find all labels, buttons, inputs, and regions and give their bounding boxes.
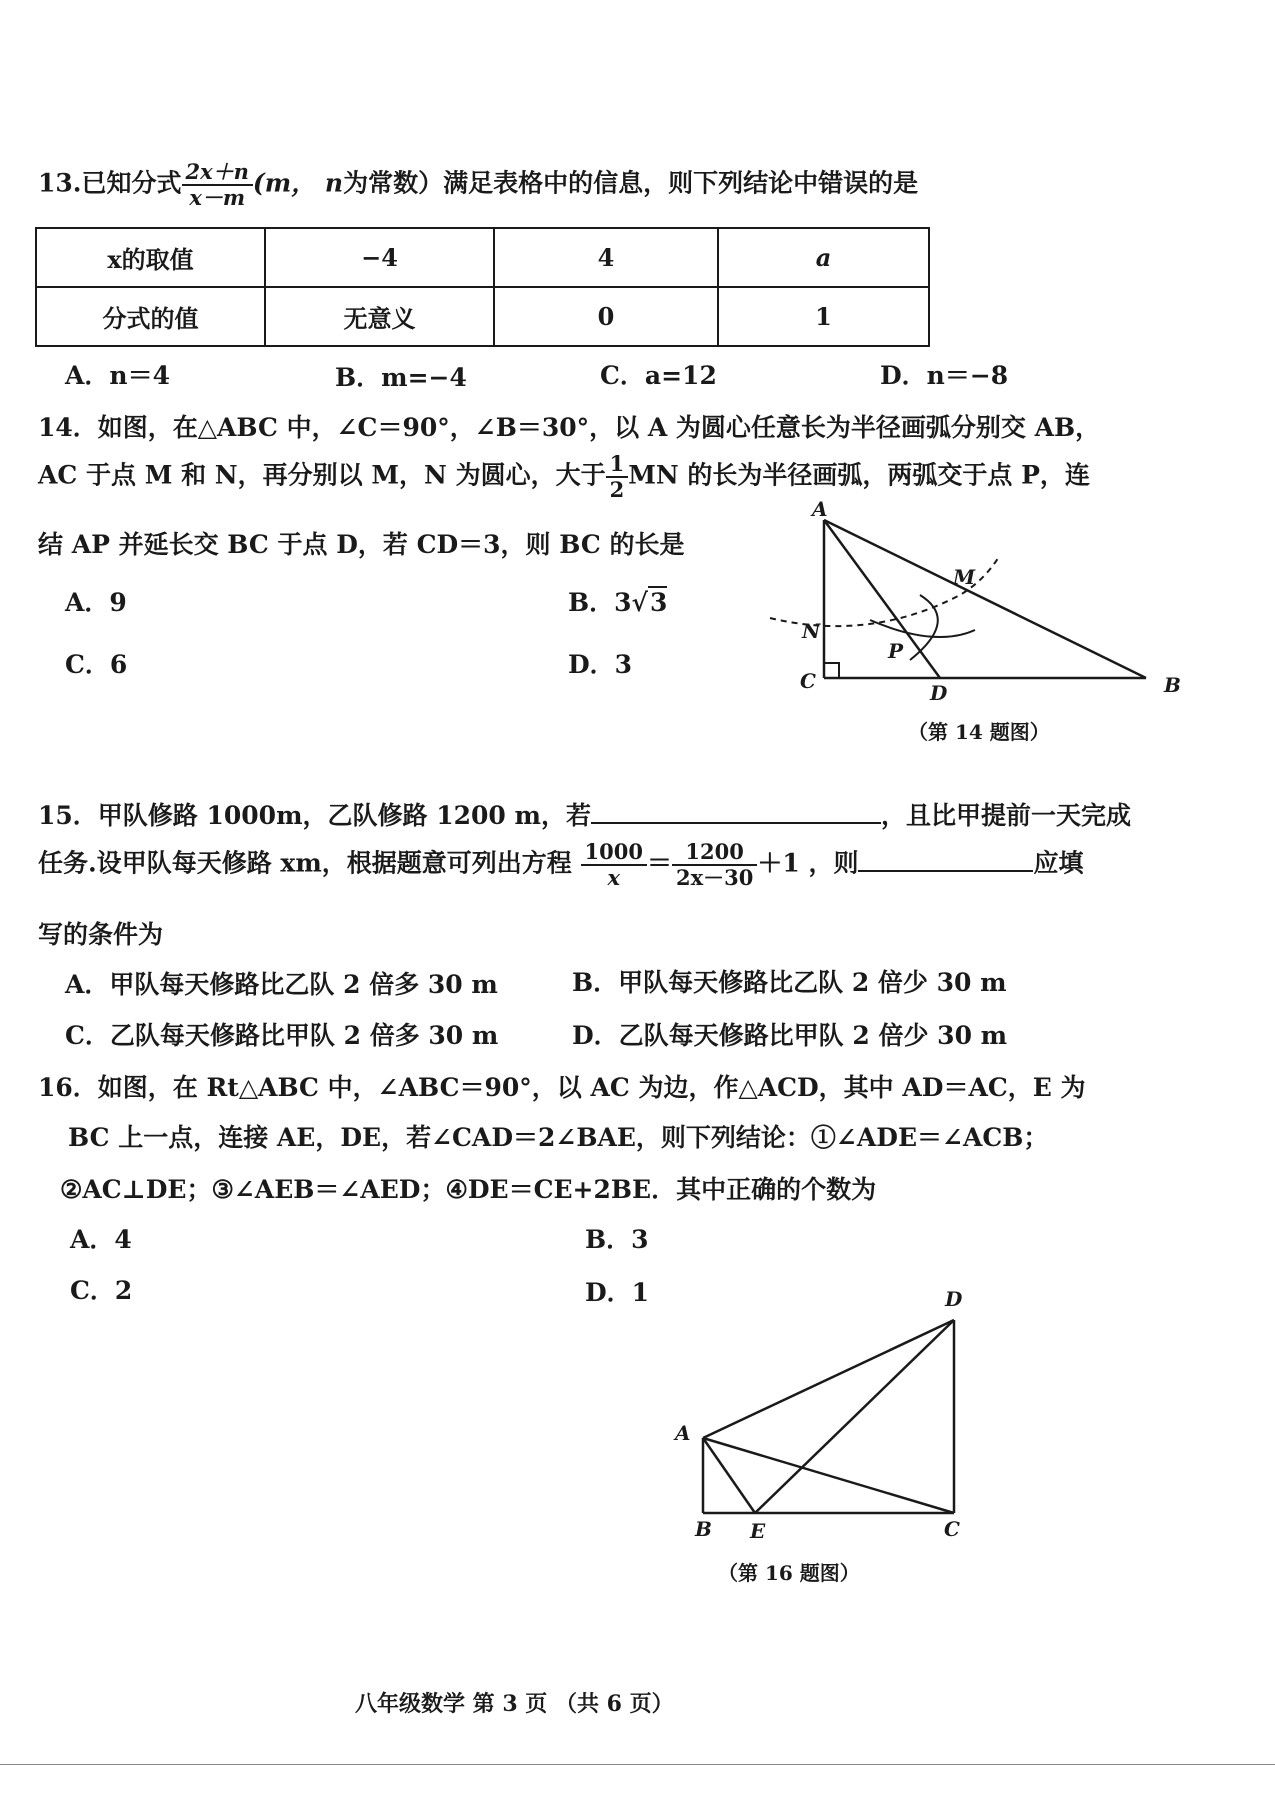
q16-line1: 16．如图，在 Rt△ABC 中，∠ABC＝90°，以 AC 为边，作△ACD，其中 AD＝AC，E 为 bbox=[38, 1073, 1086, 1102]
q14-line2-a: AC 于点 M 和 N，再分别以 M，N 为圆心，大于 bbox=[38, 460, 606, 490]
q15-blank-1[interactable] bbox=[591, 822, 881, 824]
q15-option-c[interactable]: C．乙队每天修路比甲队 2 倍多 30 m bbox=[65, 1021, 499, 1050]
q14-half-denominator: 2 bbox=[609, 477, 625, 503]
q15-option-d[interactable]: D．乙队每天修路比甲队 2 倍少 30 m bbox=[572, 1021, 1008, 1050]
q15-eq-frac-1 bbox=[581, 840, 647, 890]
q15-line2 bbox=[38, 840, 1083, 890]
label-p: P bbox=[888, 639, 904, 663]
q16-line2: BC 上一点，连接 AE，DE，若∠CAD＝2∠BAE，则下列结论：①∠ADE＝∠ACB； bbox=[68, 1123, 1049, 1152]
q13-option-b[interactable]: B．m=−4 bbox=[335, 363, 467, 392]
q15-option-a[interactable]: A．甲队每天修路比乙队 2 倍多 30 m bbox=[65, 970, 498, 999]
q14-figure bbox=[760, 500, 1200, 700]
q15-line1 bbox=[38, 796, 1131, 832]
label-a: A bbox=[675, 1421, 691, 1445]
q14-half-fraction bbox=[606, 452, 629, 502]
q14-option-c[interactable]: C．6 bbox=[65, 650, 128, 679]
q15-eq-denominator-1: x bbox=[607, 865, 620, 891]
page-footer: 八年级数学 第 3 页 （共 6 页） bbox=[355, 1691, 674, 1717]
q15-blank-2[interactable] bbox=[858, 870, 1033, 872]
q13-option-c[interactable]: C．a=12 bbox=[600, 361, 717, 390]
label-n: N bbox=[802, 619, 821, 643]
bottom-divider bbox=[0, 1764, 1275, 1765]
q13-frac-denominator: x－m bbox=[189, 185, 246, 211]
q15-line2-b: ，则 bbox=[808, 848, 859, 878]
arc-center-n bbox=[870, 620, 975, 637]
label-m: M bbox=[953, 565, 976, 589]
label-c: C bbox=[800, 669, 816, 693]
table-cell: x的取值 bbox=[36, 228, 265, 287]
q16-option-b[interactable]: B．3 bbox=[585, 1225, 649, 1254]
label-b: B bbox=[695, 1517, 712, 1541]
q13-n-var: n bbox=[324, 168, 344, 198]
q14-option-b-label: B． bbox=[568, 588, 615, 617]
q14-line2-b: MN 的长为半径画弧，两弧交于点 P，连 bbox=[628, 460, 1090, 490]
q14-line2 bbox=[38, 452, 1090, 502]
q14-option-b[interactable]: B．3√3 bbox=[568, 588, 668, 617]
q16-option-a[interactable]: A．4 bbox=[70, 1225, 132, 1254]
q13-prefix: 13.已知分式 bbox=[38, 168, 182, 198]
segment-ad bbox=[703, 1320, 954, 1438]
q15-line2-a: 任务.设甲队每天修路 xm，根据题意可列出方程 bbox=[38, 848, 572, 878]
q13-stem bbox=[38, 160, 918, 210]
q13-suffix: 为常数）满足表格中的信息，则下列结论中错误的是 bbox=[343, 168, 919, 198]
q16-figure bbox=[660, 1280, 990, 1555]
label-b: B bbox=[1164, 673, 1181, 697]
q13-option-d[interactable]: D．n＝−8 bbox=[880, 361, 1009, 390]
table-cell: 1 bbox=[718, 287, 929, 346]
table-cell: 分式的值 bbox=[36, 287, 265, 346]
arc-center-m bbox=[910, 595, 938, 660]
q15-line2-c: 应填 bbox=[1033, 848, 1084, 878]
q13-fraction bbox=[182, 160, 253, 210]
q14-option-b-coef: 3 bbox=[614, 588, 632, 617]
label-d: D bbox=[945, 1287, 963, 1311]
q15-eq-plus: ＋1 bbox=[757, 848, 800, 878]
q15-line1-b: ，且比甲提前一天完成 bbox=[880, 801, 1131, 830]
q15-eq-denominator-2: 2x－30 bbox=[675, 865, 754, 891]
q14-option-a[interactable]: A．9 bbox=[65, 588, 127, 617]
table-cell: 4 bbox=[494, 228, 718, 287]
q15-option-b[interactable]: B．甲队每天修路比乙队 2 倍少 30 m bbox=[572, 968, 1007, 997]
q14-figure-caption: （第 14 题图） bbox=[908, 720, 1050, 744]
q15-line1-a: 15．甲队修路 1000m，乙队修路 1200 m，若 bbox=[38, 801, 591, 830]
label-c: C bbox=[944, 1517, 960, 1541]
table-cell: −4 bbox=[265, 228, 494, 287]
q15-eq-numerator-1: 1000 bbox=[581, 840, 647, 866]
q14-option-b-radicand: 3 bbox=[649, 588, 668, 617]
q13-option-a[interactable]: A．n＝4 bbox=[65, 361, 170, 390]
segment-ab bbox=[824, 520, 1146, 678]
q14-line1: 14．如图，在△ABC 中，∠C＝90°，∠B＝30°，以 A 为圆心任意长为半径画弧分别交 AB， bbox=[38, 413, 1101, 442]
segment-ae bbox=[703, 1438, 755, 1513]
q16-line3: ②AC⊥DE；③∠AEB＝∠AED；④DE＝CE+2BE．其中正确的个数为 bbox=[60, 1175, 877, 1204]
q14-line3: 结 AP 并延长交 BC 于点 D，若 CD＝3，则 BC 的长是 bbox=[38, 530, 685, 559]
label-a: A bbox=[812, 500, 828, 521]
q15-eq-numerator-2: 1200 bbox=[672, 840, 757, 866]
q14-option-d[interactable]: D．3 bbox=[568, 650, 633, 679]
q15-eq-frac-2 bbox=[672, 840, 757, 890]
segment-ac bbox=[703, 1438, 954, 1513]
label-e: E bbox=[750, 1519, 766, 1543]
right-angle-marker bbox=[824, 663, 839, 678]
q15-eq-sign: ＝ bbox=[646, 848, 672, 878]
q13-paren: (m， bbox=[252, 168, 317, 198]
q15-line3: 写的条件为 bbox=[38, 920, 164, 949]
table-cell: 0 bbox=[494, 287, 718, 346]
table-cell: a bbox=[718, 228, 929, 287]
q13-frac-numerator: 2x＋n bbox=[182, 160, 253, 186]
q13-table bbox=[35, 227, 930, 347]
label-d: D bbox=[930, 681, 948, 700]
q16-figure-caption: （第 16 题图） bbox=[718, 1561, 860, 1585]
table-row bbox=[36, 228, 929, 287]
q16-option-c[interactable]: C．2 bbox=[70, 1276, 133, 1305]
table-cell: 无意义 bbox=[265, 287, 494, 346]
q16-option-d[interactable]: D．1 bbox=[585, 1278, 650, 1307]
table-row bbox=[36, 287, 929, 346]
segment-ad bbox=[824, 520, 940, 678]
q14-half-numerator: 1 bbox=[606, 452, 629, 478]
